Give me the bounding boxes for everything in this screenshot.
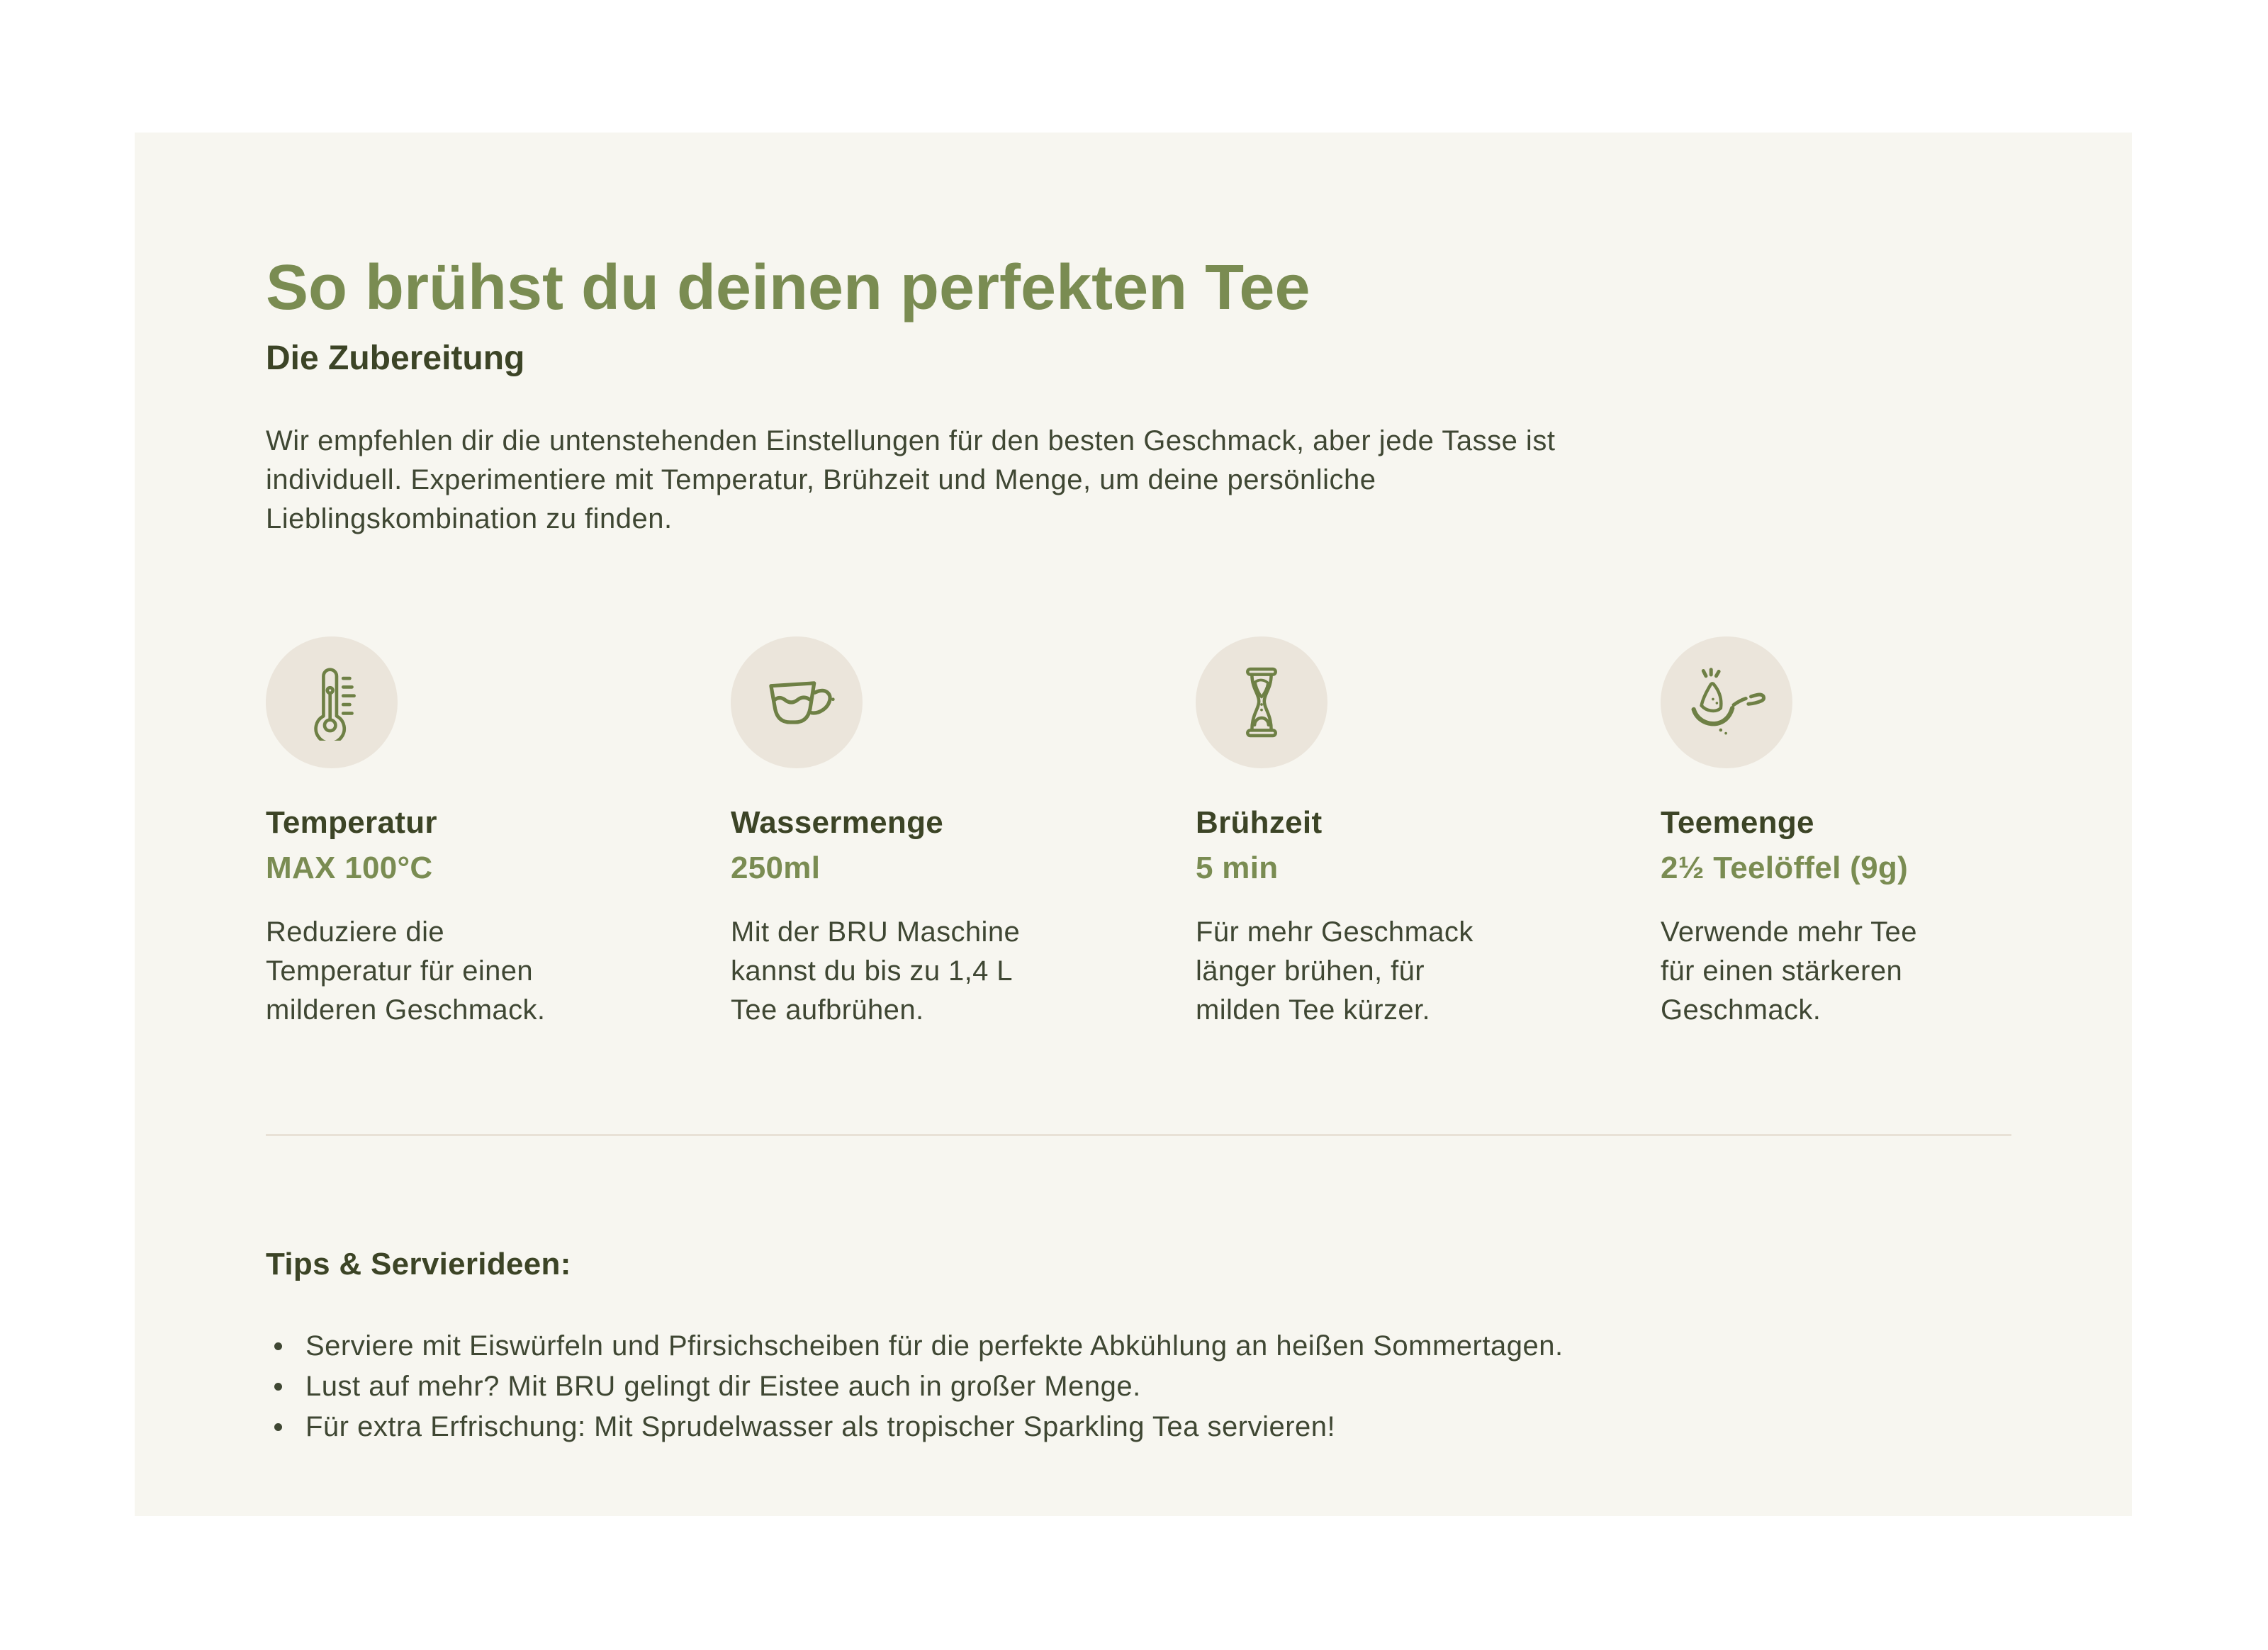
desc-line: Verwende mehr Tee	[1661, 916, 1917, 948]
tips-item-text: Lust auf mehr? Mit BRU gelingt dir Eistee auch in großer Menge.	[305, 1370, 1141, 1402]
intro-line: individuell. Experimentiere mit Temperatur, Brühzeit und Menge, um deine persönliche	[266, 464, 1376, 495]
icon-circle	[1661, 636, 1792, 768]
page-title: So brühst du deinen perfekten Tee	[266, 252, 1310, 323]
setting-temperatur	[266, 636, 685, 1030]
bullet-icon	[274, 1383, 282, 1391]
setting-value: 2½ Teelöffel (9g)	[1661, 850, 1909, 885]
intro-paragraph	[266, 422, 2013, 539]
desc-line: Für mehr Geschmack	[1196, 916, 1473, 948]
icon-circle	[1196, 636, 1327, 768]
tips-item	[266, 1366, 2013, 1407]
tips-item	[266, 1407, 2013, 1447]
setting-label: Temperatur	[266, 804, 437, 840]
tips-list	[266, 1326, 2013, 1447]
desc-line: Reduziere die	[266, 916, 445, 948]
desc-line: Mit der BRU Maschine	[731, 916, 1021, 948]
desc-line: für einen stärkeren	[1661, 955, 1903, 987]
setting-teemenge	[1661, 636, 2080, 1030]
setting-value: MAX 100°C	[266, 850, 433, 885]
desc-line: milden Tee kürzer.	[1196, 994, 1431, 1026]
bullet-icon	[274, 1342, 282, 1350]
section-divider	[266, 1134, 2011, 1136]
desc-line: Tee aufbrühen.	[731, 994, 924, 1026]
setting-description	[1661, 913, 2080, 1030]
setting-description	[731, 913, 1150, 1030]
intro-line: Lieblingskombination zu finden.	[266, 503, 673, 534]
setting-bruehzeit	[1196, 636, 1615, 1030]
desc-line: milderen Geschmack.	[266, 994, 546, 1026]
desc-line: länger brühen, für	[1196, 955, 1425, 987]
setting-label: Brühzeit	[1196, 804, 1323, 840]
desc-line: Geschmack.	[1661, 994, 1821, 1026]
content-panel	[135, 133, 2132, 1516]
tips-heading: Tips & Servierideen:	[266, 1246, 571, 1281]
page-subtitle: Die Zubereitung	[266, 339, 525, 377]
setting-label: Teemenge	[1661, 804, 1814, 840]
desc-line: Temperatur für einen	[266, 955, 534, 987]
icon-circle	[266, 636, 398, 768]
thermometer-icon	[307, 664, 357, 741]
setting-value: 5 min	[1196, 850, 1279, 885]
spoon-icon	[1685, 667, 1768, 738]
cup-icon	[756, 668, 837, 736]
tips-item	[266, 1326, 2013, 1366]
bullet-icon	[274, 1423, 282, 1431]
tips-item-text: Serviere mit Eiswürfeln und Pfirsichscheiben für die perfekte Abkühlung an heißen Sommertagen.	[305, 1330, 1564, 1362]
desc-line: kannst du bis zu 1,4 L	[731, 955, 1013, 987]
hourglass-icon	[1235, 665, 1289, 740]
setting-description	[266, 913, 685, 1030]
settings-grid	[266, 636, 2013, 1030]
setting-wassermenge	[731, 636, 1150, 1030]
setting-value: 250ml	[731, 850, 821, 885]
setting-description	[1196, 913, 1615, 1030]
intro-line: Wir empfehlen dir die untenstehenden Einstellungen für den besten Geschmack, aber jede Tasse ist	[266, 425, 1556, 456]
brewing-section	[266, 254, 2013, 1447]
tips-item-text: Für extra Erfrischung: Mit Sprudelwasser als tropischer Sparkling Tea servieren!	[305, 1410, 1336, 1442]
icon-circle	[731, 636, 863, 768]
setting-label: Wassermenge	[731, 804, 944, 840]
